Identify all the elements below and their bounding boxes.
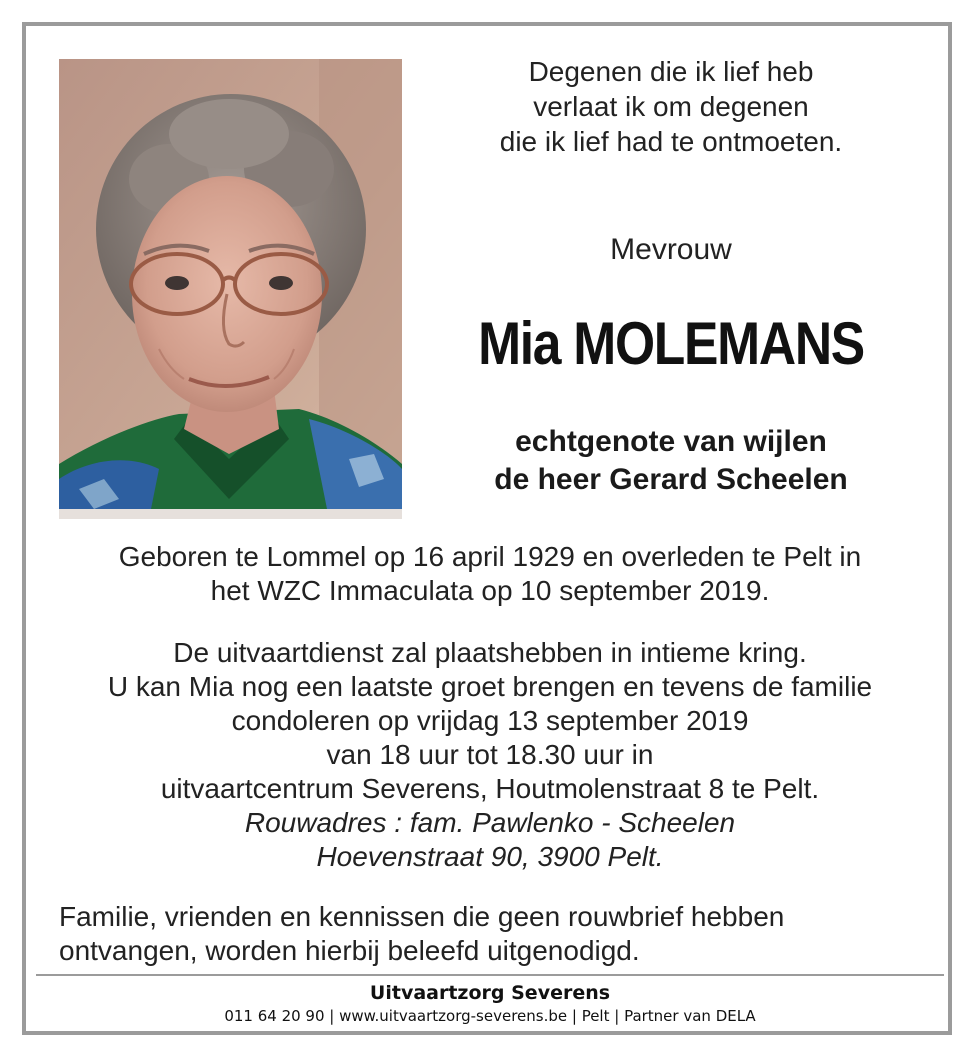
mourning-address-line: Rouwadres : fam. Pawlenko - Scheelen [244, 807, 736, 838]
service-line: condoleren op vrijdag 13 september 2019 [231, 705, 749, 736]
deceased-name: Mia MOLEMANS [478, 310, 864, 377]
birth-death-line: het WZC Immaculata op 10 september 2019. [210, 575, 770, 606]
service-line: U kan Mia nog een laatste groet brengen en tevens de familie [107, 671, 873, 702]
portrait-photo [59, 59, 402, 519]
service-line: van 18 uur tot 18.30 uur in [326, 739, 654, 770]
invitation-text [59, 900, 939, 968]
spouse-line: echtgenote van wijlen [515, 425, 827, 458]
footer-divider [36, 974, 944, 976]
birth-death-line: Geboren te Lommel op 16 april 1929 en overleden te Pelt in [118, 541, 862, 572]
funeral-home-contact: 011 64 20 90 | www.uitvaartzorg-severens.be | Pelt | Partner van DELA [224, 1007, 756, 1025]
invitation-line: Familie, vrienden en kennissen die geen rouwbrief hebben [59, 901, 785, 932]
honorific: Mevrouw [610, 233, 732, 266]
mourning-address-line: Hoevenstraat 90, 3900 Pelt. [316, 841, 664, 872]
quote-line: verlaat ik om degenen [533, 91, 809, 122]
service-line: uitvaartcentrum Severens, Houtmolenstraat 8 te Pelt. [160, 773, 820, 804]
memorial-quote [440, 54, 902, 159]
invitation-line: ontvangen, worden hierbij beleefd uitgenodigd. [59, 935, 640, 966]
service-line: De uitvaartdienst zal plaatshebben in intieme kring. [173, 637, 807, 668]
quote-line: die ik lief had te ontmoeten. [499, 126, 843, 157]
quote-line: Degenen die ik lief heb [528, 56, 814, 87]
spouse-line: de heer Gerard Scheelen [494, 463, 848, 496]
service-info [40, 636, 940, 874]
birth-death-info [40, 540, 940, 608]
spouse-info [440, 423, 902, 499]
funeral-home-name: Uitvaartzorg Severens [369, 982, 611, 1004]
